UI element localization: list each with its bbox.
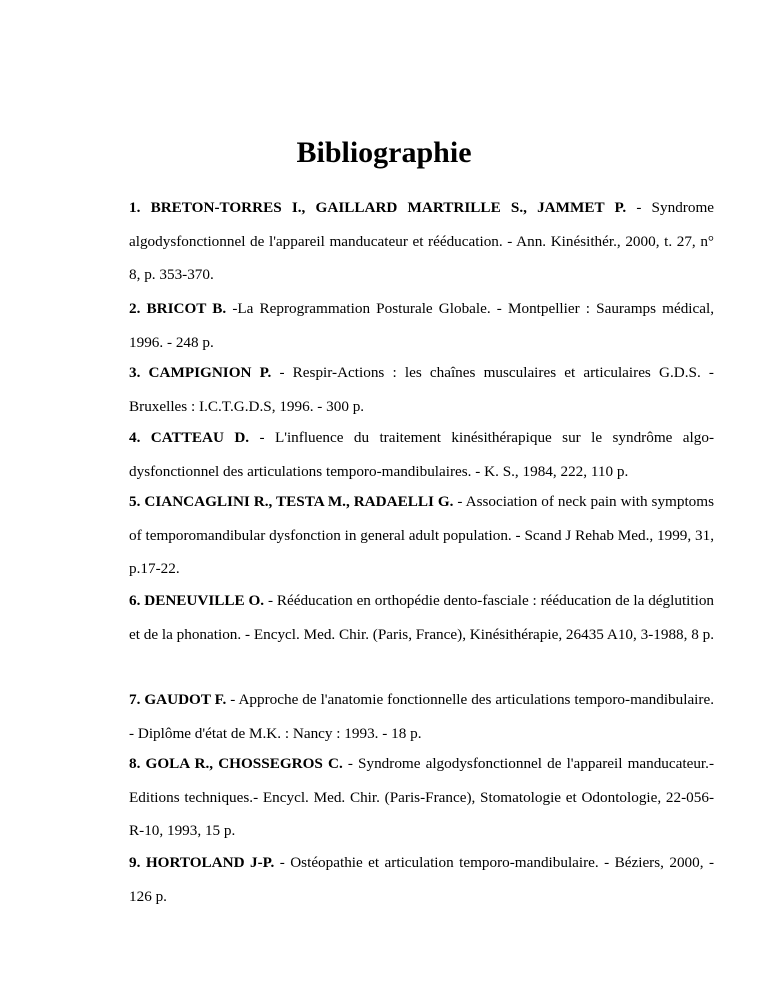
reference-number: 5. bbox=[129, 493, 141, 510]
reference-text: - Ostéopathie et articulation temporo-mandibulaire. - Béziers, 2000, - 126 p. bbox=[129, 854, 715, 905]
reference-number: 9. bbox=[129, 854, 141, 871]
reference-text: - Syndrome algodysfonctionnel de l'appareil manducateur et rééducation. - Ann. Kinésithér., 2000, t. 27, n° 8, p. 353-370. bbox=[129, 199, 714, 283]
reference-number: 1. bbox=[129, 199, 141, 216]
reference-9 bbox=[129, 846, 714, 913]
reference-authors: CAMPIGNION P. bbox=[148, 364, 272, 381]
reference-authors: DENEUVILLE O. bbox=[144, 592, 265, 609]
reference-number: 7. bbox=[129, 691, 141, 708]
reference-number: 8. bbox=[129, 755, 141, 772]
reference-3 bbox=[129, 356, 714, 423]
reference-number: 2. bbox=[129, 300, 141, 317]
reference-authors: CIANCAGLINI R., TESTA M., RADAELLI G. bbox=[144, 493, 454, 510]
reference-text: - Syndrome algodysfonctionnel de l'appareil manducateur.- Editions techniques.- Encycl. Med. Chir. (Paris-France), Stomatologie et Odontologie, 22-056-R-10, 1993, 15 p. bbox=[129, 755, 715, 839]
reference-text: - Rééducation en orthopédie dento-fasciale : rééducation de la déglutition et de la phonation. - Encycl. Med. Chir. (Paris, France), Kinésithérapie, 26435 A10, 3-1988, 8 p. bbox=[129, 592, 715, 643]
reference-1 bbox=[129, 191, 714, 292]
reference-authors: CATTEAU D. bbox=[150, 429, 250, 446]
reference-authors: BRETON-TORRES I., GAILLARD MARTRILLE S., JAMMET P. bbox=[150, 199, 627, 216]
reference-5 bbox=[129, 485, 714, 586]
reference-number: 4. bbox=[129, 429, 141, 446]
reference-text: -La Reprogrammation Posturale Globale. - Montpellier : Sauramps médical, 1996. - 248 p. bbox=[129, 300, 715, 351]
reference-7 bbox=[129, 683, 714, 750]
reference-text: - L'influence du traitement kinésithérapique sur le syndrôme algo-dysfonctionnel des articulations temporo-mandibulaires. - K. S., 1984, 222, 110 p. bbox=[129, 429, 714, 480]
reference-text: - Approche de l'anatomie fonctionnelle des articulations temporo-mandibulaire. - Diplôme d'état de M.K. : Nancy : 1993. - 18 p. bbox=[129, 691, 715, 742]
reference-4 bbox=[129, 421, 714, 488]
reference-number: 6. bbox=[129, 592, 141, 609]
reference-text: - Association of neck pain with symptoms of temporomandibular dysfonction in general adult population. - Scand J Rehab Med., 1999, 31, p.17-22. bbox=[129, 493, 715, 577]
reference-2 bbox=[129, 292, 714, 359]
reference-text: - Respir-Actions : les chaînes musculaires et articulaires G.D.S. - Bruxelles : I.C.T.G.D.S, 1996. - 300 p. bbox=[129, 364, 714, 415]
reference-6 bbox=[129, 584, 714, 651]
reference-authors: GOLA R., CHOSSEGROS C. bbox=[145, 755, 343, 772]
page-title: Bibliographie bbox=[296, 136, 472, 169]
reference-authors: GAUDOT F. bbox=[144, 691, 227, 708]
reference-authors: HORTOLAND J-P. bbox=[145, 854, 275, 871]
reference-number: 3. bbox=[129, 364, 141, 381]
reference-authors: BRICOT B. bbox=[146, 300, 227, 317]
reference-8 bbox=[129, 747, 714, 848]
